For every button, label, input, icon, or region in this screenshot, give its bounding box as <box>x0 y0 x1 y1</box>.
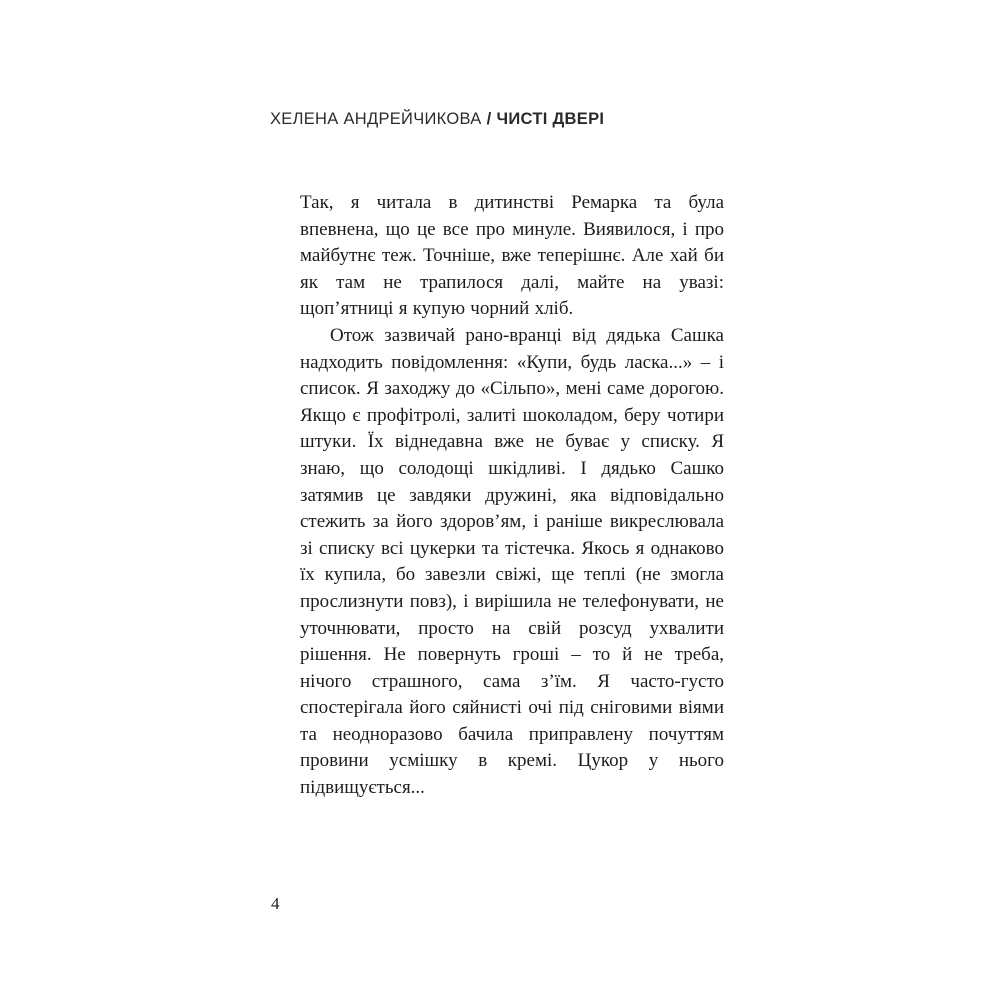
page-body <box>300 190 724 802</box>
header-book-title: ЧИСТІ ДВЕРІ <box>496 110 605 128</box>
running-header <box>270 110 604 129</box>
header-separator: / <box>486 110 492 128</box>
paragraph: Так, я читала в дитинстві Ремарка та була впевнена, що це все про минуле. Виявилося, і про майбутнє теж. Точніше, вже теперішнє. Але хай би як там не трапилося далі, майте на увазі: щоп’ятниці я купую чорний хліб. <box>300 192 724 320</box>
paragraph: Отож зазвичай рано-вранці від дядька Сашка надходить повідомлення: «Купи, будь ласка...» – і список. Я заходжу до «Сільпо», мені саме дорогою. Якщо є профітролі, залиті шоколадом, беру чотири штуки. Їх віднедавна вже не буває у списку. Я знаю, що солодощі шкідливі. І дядько Сашко затямив це завдяки дружині, яка відповідально стежить за його здоров’ям, і раніше викреслювала зі списку всі цукерки та тістечка. Якось я однаково їх купила, бо завезли свіжі, ще теплі (не змогла прослизнути повз), і вирішила не телефонувати, не уточнювати, просто на свій розсуд ухвалити рішення. Не повернуть гроші – то й не треба, нічого страшного, сама з’їм. Я часто-густо спостерігала його сяйнисті очі під сніговими віями та неодноразово бачила приправлену почуттям провини усмішку в кремі. Цукор у нього підвищується... <box>300 324 724 799</box>
header-author-name: ХЕЛЕНА АНДРЕЙЧИКОВА <box>270 110 482 128</box>
page-number: 4 <box>271 894 280 913</box>
